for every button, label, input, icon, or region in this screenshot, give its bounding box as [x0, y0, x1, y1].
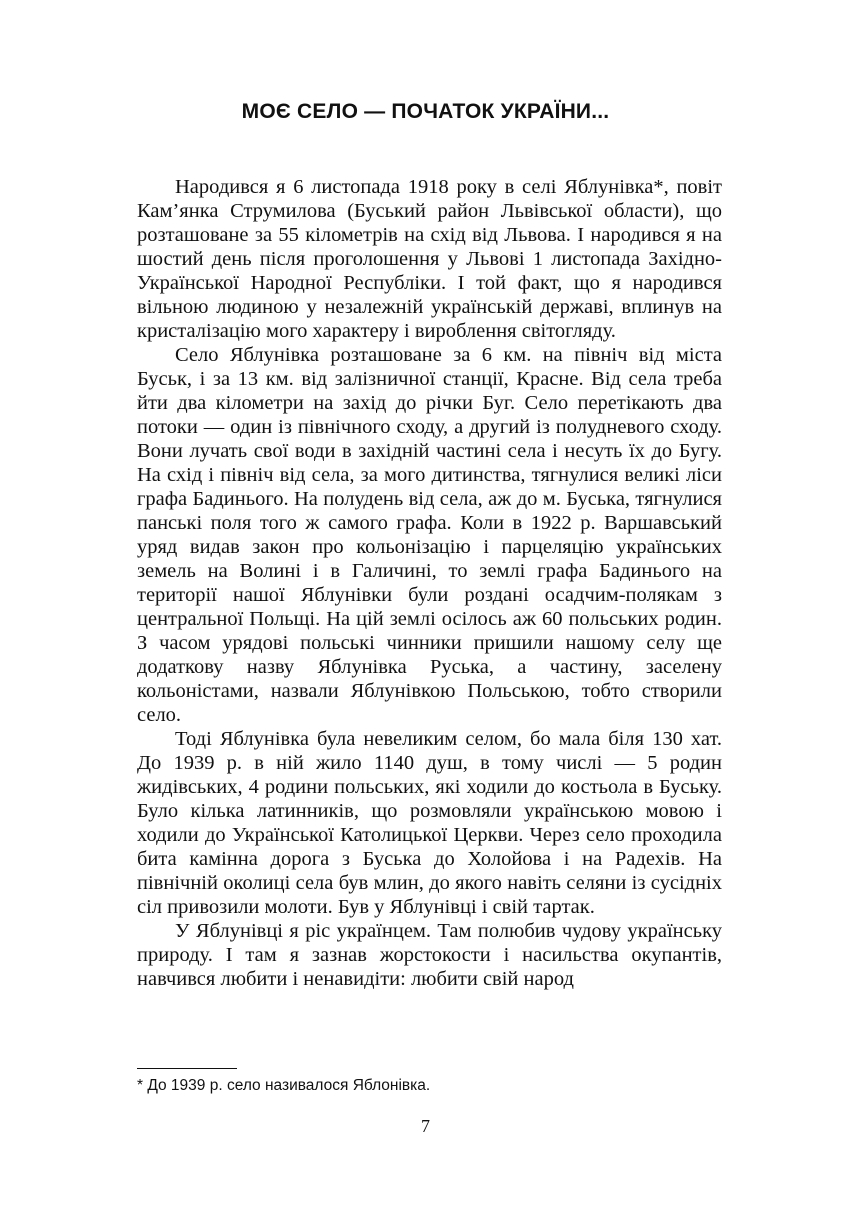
paragraph: У Яблунівці я ріс українцем. Там полюбив чудову українську природу. І там я зазнав жорстокости і насильства окупантів, навчився любити і ненавидіти: любити свій народ — [137, 920, 722, 990]
paragraph: Народився я 6 листопада 1918 року в селі Яблунівка*, повіт Кам’янка Струмилова (Буський район Львівської области), що розташоване за 55 кілометрів на схід від Львова. І народився я на шостий день після проголошення у Львові 1 листопада Західно-Української Народної Республіки. І той факт, що я народився вільною людиною у незалежній українській державі, вплинув на кристалізацію мого характеру і вироблення світогляду. — [137, 176, 722, 342]
page-number: 7 — [421, 1116, 430, 1136]
footnote-divider — [137, 1068, 237, 1069]
paragraph: Тоді Яблунівка була невеликим селом, бо мала біля 130 хат. До 1939 р. в ній жило 1140 душ, в тому числі — 5 родин жидівських, 4 родини польських, які ходили до костьола в Буську. Було кілька латинників, що розмовляли українською мовою і ходили до Української Католицької Церкви. Через село проходила бита камінна дорога з Буська до Холойова і на Радехів. На північній околиці села був млин, до якого навіть селяни із сусідніх сіл привозили молоти. Був у Яблунівці і свій тартак. — [137, 728, 722, 918]
chapter-title: МОЄ СЕЛО — ПОЧАТОК УКРАЇНИ... — [241, 100, 610, 123]
body-text — [137, 175, 722, 991]
footnote: * До 1939 р. село називалося Яблонівка. — [137, 1077, 431, 1094]
paragraph: Село Яблунівка розташоване за 6 км. на північ від міста Буськ, і за 13 км. від залізничної станції, Красне. Від села треба йти два кілометри на захід до річки Буг. Село перетікають два потоки — один із північного сходу, а другий із полудневого сходу. Вони лучать свої води в західній частині села і несуть їх до Бугу. На схід і північ від села, за мого дитинства, тягнулися великі ліси графа Бадинього. На полудень від села, аж до м. Буська, тягнулися панські поля того ж самого графа. Коли в 1922 р. Варшавський уряд видав закон про кольонізацію і парцеляцію українських земель на Волині і в Галичині, то землі графа Бадинього на території нашої Яблунівки були роздані осадчим-полякам з центральної Польщі. На цій землі осілось аж 60 польських родин. З часом урядові польські чинники пришили нашому селу ще додаткову назву Яблунівка Руська, а частину, заселену кольоністами, назвали Яблунівкою Польською, тобто створили село. — [137, 344, 722, 726]
